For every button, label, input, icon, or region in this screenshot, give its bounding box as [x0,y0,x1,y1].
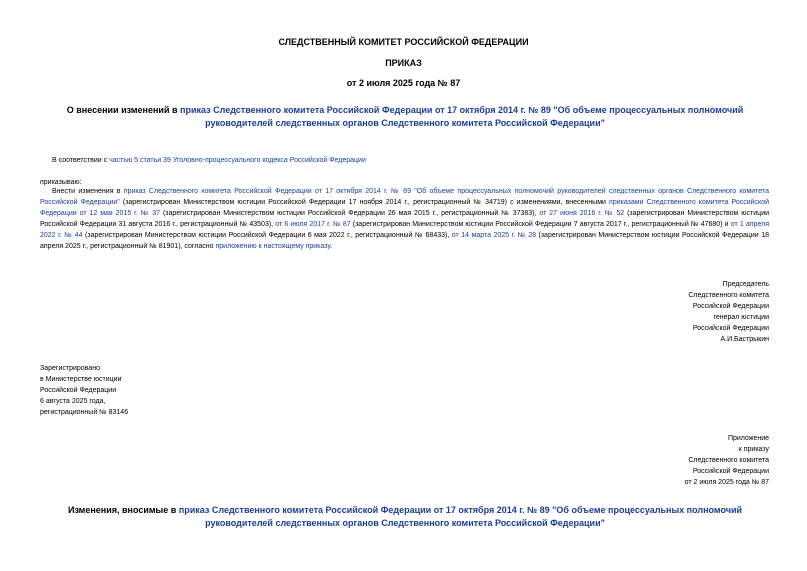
body-link-appendix[interactable]: приложению к настоящему приказу [215,243,331,250]
document-date-number: от 2 июля 2025 года № 87 [346,78,461,88]
appendix-title [55,504,755,530]
signature-block [569,279,769,345]
appendix-line: к приказу [738,446,769,453]
body-text-5: (зарегистрирован Министерством юстиции Российской Федерации 7 августа 2017 г., регистрационный № 47680) и [350,221,731,228]
signature-line: Российской Федерации [692,303,769,310]
preamble-link[interactable]: частью 5 статьи 39 Уголовно-процессуального кодекса Российской Федерации [109,157,366,164]
registration-line: Российской Федерации [40,387,117,394]
signature-line: генерал юстиции [713,314,769,321]
appendix-line: Следственного комитета [688,457,769,464]
signature-line: Российской Федерации [692,325,769,332]
body-text-7: (зарегистрирован Министерством юстиции Российской Федерации 18 апреля 2025 г., регистрационный № 81901), согласно [40,232,769,250]
organization-heading: СЛЕДСТВЕННЫЙ КОМИТЕТ РОССИЙСКОЙ ФЕДЕРАЦИИ [278,37,529,47]
signature-line: Следственного комитета [688,292,769,299]
signature-line: Председатель [722,281,769,288]
body-paragraph [40,186,769,252]
document-title-link[interactable]: приказ Следственного комитета Российской Федерации от 17 октября 2014 г. № 89 "Об объеме процессуальных полномочий руководителей следственных органов Следственного комитета Российской Федерации" [180,105,744,128]
body-text-3: (зарегистрирован Министерством юстиции Российской Федерации 26 мая 2015 г., регистрационный № 37383), [160,210,540,217]
body-text-1: Внести изменения в [52,188,124,195]
registration-line: Зарегистрировано [40,365,100,372]
signature-line: А.И.Бастрыкин [720,336,769,343]
document-title [60,104,750,130]
appendix-line: от 2 июля 2025 года № 87 [684,479,769,486]
body-text-4: (зарегистрирован Министерством юстиции Российской Федерации 31 августа 2016 г., регистрационный № 43503), [40,210,770,228]
body-link-order-37[interactable]: приказами Следственного комитета Российской Федерации от 12 мая 2015 г. № 37 [40,199,769,217]
appendix-title-link[interactable]: приказ Следственного комитета Российской Федерации от 17 октября 2014 г. № 89 "Об объеме процессуальных полномочий руководителей следственных органов Следственного комитета Российской Федерации" [178,505,743,528]
body-link-order-89[interactable]: приказ Следственного комитета Российской Федерации от 17 октября 2014 г. № 89 "Об объеме процессуальных полномочий руководителей следственных органов Следственного комитета Российской Федерации" [40,188,769,206]
body-text-6: (зарегистрирован Министерством юстиции Российской Федерации 6 мая 2022 г., регистрационный № 68433), [82,232,452,239]
registration-block [40,363,240,418]
registration-line: регистрационный № 83146 [40,409,129,416]
appendix-reference [569,433,769,488]
registration-line: в Министерстве юстиции [40,376,122,383]
body-text-2: (зарегистрирован Министерством юстиции Российской Федерации 17 ноября 2014 г., регистрационный № 34719) с изменениями, внесенными [119,199,610,206]
body-link-order-44[interactable]: от 1 апреля 2022 г. № 44 [40,221,770,239]
appendix-line: Российской Федерации [692,468,769,475]
preamble-prefix: В соответствии с [52,157,110,164]
preamble [52,155,772,166]
registration-line: 6 августа 2025 года, [40,398,106,405]
appendix-title-prefix: Изменения, вносимые в [67,505,179,515]
body-link-order-28[interactable]: от 14 марта 2025 г. № 28 [451,232,537,239]
document-title-prefix: О внесении изменений в [66,105,181,115]
body-link-order-87[interactable]: от 6 июля 2017 г. № 87 [275,221,351,228]
body-text-8: . [330,243,333,250]
order-word: приказываю: [40,179,82,186]
document-type: ПРИКАЗ [385,58,422,68]
appendix-line: Приложение [727,435,769,442]
body-link-order-52[interactable]: от 27 июня 2016 г. № 52 [539,210,625,217]
